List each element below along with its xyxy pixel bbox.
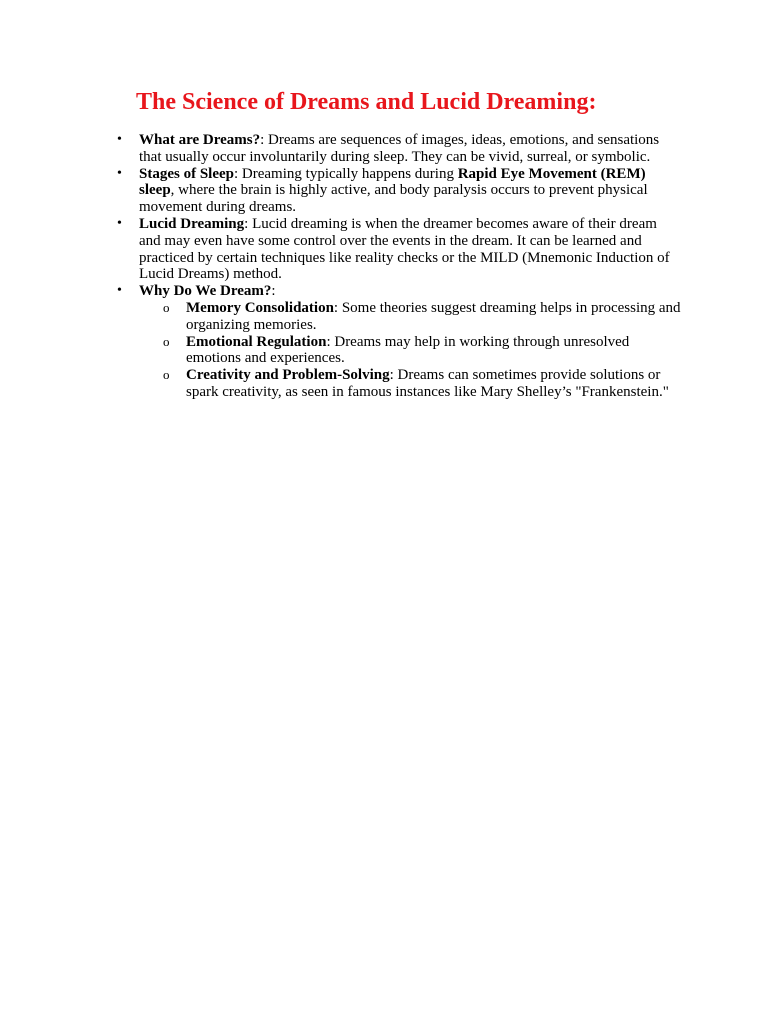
item-term: Stages of Sleep: [139, 165, 234, 182]
sub-bullet-list: [163, 299, 681, 401]
bullet-icon: •: [117, 283, 122, 299]
item-description: : Dreams can sometimes provide solutions or spark creativity, as seen in famous instances like Mary Shelley’s "Frankenstein.": [186, 367, 669, 400]
list-item-what-are-dreams: [117, 132, 681, 166]
document-body: [117, 132, 681, 401]
item-term: What are Dreams?: [139, 132, 261, 148]
sub-bullet-icon: o: [163, 367, 170, 383]
bullet-icon: •: [117, 165, 122, 181]
item-description: , where the brain is highly active, and body paralysis occurs to prevent physical movement during dreams.: [139, 182, 648, 216]
item-description: : Dreams may help in working through unresolved emotions and experiences.: [186, 333, 630, 367]
item-term: Why Do We Dream?: [139, 283, 272, 300]
list-item-why-do-we-dream: [117, 283, 681, 401]
bullet-icon: •: [117, 215, 122, 231]
item-description: : Some theories suggest dreaming helps in processing and organizing memories.: [186, 299, 681, 333]
item-term: Emotional Regulation: [186, 333, 327, 350]
item-description: :: [271, 283, 276, 300]
list-item-lucid-dreaming: [117, 215, 681, 283]
bullet-icon: •: [117, 132, 122, 147]
sub-item-memory-consolidation: [163, 299, 681, 334]
item-term: Creativity and Problem-Solving: [186, 367, 390, 384]
bullet-list: [117, 132, 681, 401]
list-item-stages-of-sleep: [117, 165, 681, 216]
item-description: : Dreams are sequences of images, ideas, emotions, and sensations that usually occur involuntarily during sleep. They can be vivid, surreal, or symbolic.: [139, 132, 660, 165]
item-term: Lucid Dreaming: [139, 215, 245, 232]
item-description: : Lucid dreaming is when the dreamer becomes aware of their dream and may even have some control over the events in the dream. It can be learned and practiced by certain techniques like reality checks or the MILD (Mnemonic Induction of Lucid Dreams) method.: [139, 215, 670, 283]
sub-bullet-icon: o: [163, 299, 170, 315]
item-term: Memory Consolidation: [186, 299, 334, 316]
page-title: The Science of Dreams and Lucid Dreaming:: [136, 89, 597, 115]
item-emphasis: Rapid Eye Movement (REM) sleep: [139, 165, 646, 199]
sub-bullet-icon: o: [163, 333, 170, 349]
sub-item-emotional-regulation: [163, 333, 681, 368]
item-description: : Dreaming typically happens during: [234, 165, 458, 182]
sub-item-creativity: [163, 367, 681, 401]
